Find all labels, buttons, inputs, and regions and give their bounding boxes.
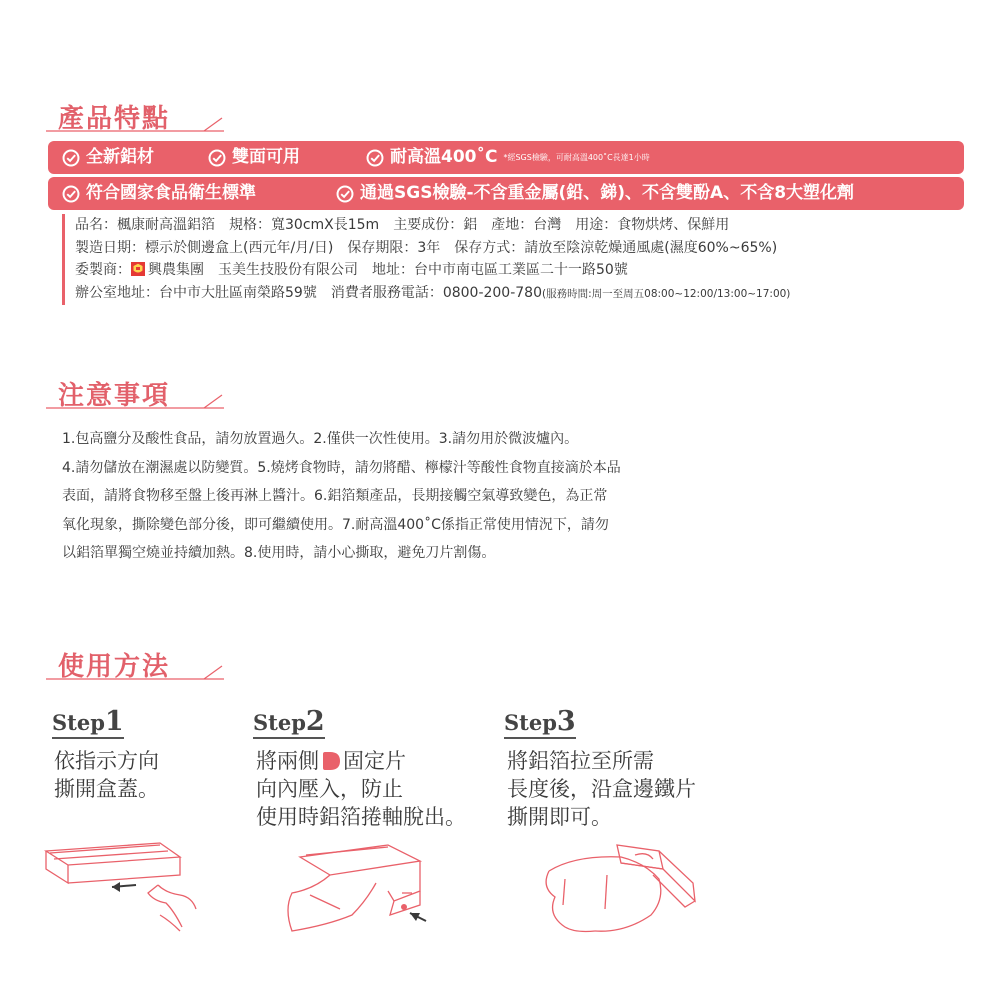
product-info-block: [62, 214, 790, 305]
step-number: 3: [556, 706, 576, 737]
step-2-text: [256, 747, 466, 831]
notes-body: [62, 425, 621, 568]
step-line: 長度後，沿盒邊鐵片: [507, 777, 696, 801]
step-line: [256, 747, 466, 775]
info-line-4-main: 辦公室地址：台中市大肚區南榮路59號 消費者服務電話：0800-200-780: [75, 284, 542, 301]
check-circle-icon: [62, 149, 80, 167]
notes-title: 注意事項: [58, 381, 171, 411]
step-line: 撕開即可。: [507, 805, 612, 829]
step-word: Step: [253, 710, 306, 735]
notes-line: 以鋁箔單獨空燒並持續加熱。8.使用時，請小心撕取，避免刀片割傷。: [62, 545, 496, 561]
check-circle-icon: [208, 149, 226, 167]
step-line: 依指示方向: [54, 749, 159, 773]
feature-label: 通過SGS檢驗-不含重金屬(鉛、銻)、不含雙酚A、不含8大塑化劑: [360, 183, 855, 203]
step-line: 將鋁箔拉至所需: [507, 749, 654, 773]
step-1-heading: [52, 706, 124, 739]
notes-title-underline: [44, 389, 224, 411]
fixing-tab-icon: [321, 751, 341, 771]
feature-label: 符合國家食品衛生標準: [86, 183, 256, 203]
service-hours: (服務時間:周一至周五08:00~12:00/13:00~17:00): [542, 287, 791, 300]
feature-item: [366, 141, 650, 174]
feature-item: [62, 141, 154, 174]
features-title: 產品特點: [58, 104, 171, 134]
features-band-2: [48, 177, 964, 210]
step-3-heading: [504, 706, 576, 739]
notes-line: 氧化現象，撕除變色部分後，即可繼續使用。7.耐高溫400˚C係指正常使用情況下，請勿: [62, 516, 609, 533]
step-number: 2: [305, 706, 325, 737]
notes-line: 4.請勿儲放在潮濕處以防變質。5.燒烤食物時，請勿將醋、檸檬汁等酸性食物直接滴於本品: [62, 459, 621, 476]
info-line-1: 品名：楓康耐高溫鋁箔 規格：寬30cmX長15m 主要成份：鋁 產地：台灣 用途：食物烘烤、保鮮用: [75, 217, 730, 233]
step-line: 向內壓入，防止: [256, 777, 403, 801]
info-line-3-rest: 興農集團 玉美生技股份有限公司 地址：台中市南屯區工業區二十一路50號: [148, 262, 628, 278]
usage-title: 使用方法: [58, 652, 171, 682]
check-circle-icon: [366, 149, 384, 167]
notes-line: 表面，請將食物移至盤上後再淋上醬汁。6.鋁箔類產品，長期接觸空氣導致變色，為正常: [62, 488, 608, 504]
info-line-4: [75, 282, 790, 306]
step-3-text: [507, 747, 696, 831]
step-1-text: [54, 747, 159, 803]
step-word: Step: [52, 710, 105, 735]
check-circle-icon: [336, 185, 354, 203]
check-circle-icon: [62, 185, 80, 203]
usage-title-underline: [44, 660, 224, 682]
step-word: Step: [504, 710, 557, 735]
feature-item: [336, 177, 854, 210]
company-logo-icon: [131, 262, 145, 276]
info-line-3-prefix: 委製商：: [75, 262, 131, 278]
step-2-illustration: [270, 835, 440, 935]
step-line-part: 固定片: [343, 749, 406, 773]
info-line-2: 製造日期：標示於側邊盒上(西元年/月/日) 保存期限：3年 保存方式：請放至陰涼乾燥通風處(濕度60%~65%): [75, 239, 778, 256]
step-3-illustration: [535, 835, 705, 940]
step-line: 使用時鋁箔捲軸脫出。: [256, 805, 466, 829]
feature-label: 全新鋁材: [86, 147, 154, 167]
step-line-part: 將兩側: [256, 749, 319, 773]
notes-line: 1.包高鹽分及酸性食品，請勿放置過久。2.僅供一次性使用。3.請勿用於微波爐內。: [62, 431, 579, 447]
step-2-heading: [253, 706, 325, 739]
feature-item: [62, 177, 256, 210]
feature-item: [208, 141, 300, 174]
info-line-3: [75, 259, 790, 282]
feature-label: 雙面可用: [232, 147, 300, 167]
features-band-1: [48, 141, 964, 174]
features-title-underline: [44, 112, 224, 134]
step-number: 1: [104, 706, 124, 737]
feature-footnote: *經SGS檢驗，可耐高溫400˚C長達1小時: [503, 153, 650, 162]
feature-label: 耐高溫400˚C: [390, 147, 498, 167]
step-1-illustration: [40, 835, 200, 935]
step-line: 撕開盒蓋。: [54, 777, 159, 801]
